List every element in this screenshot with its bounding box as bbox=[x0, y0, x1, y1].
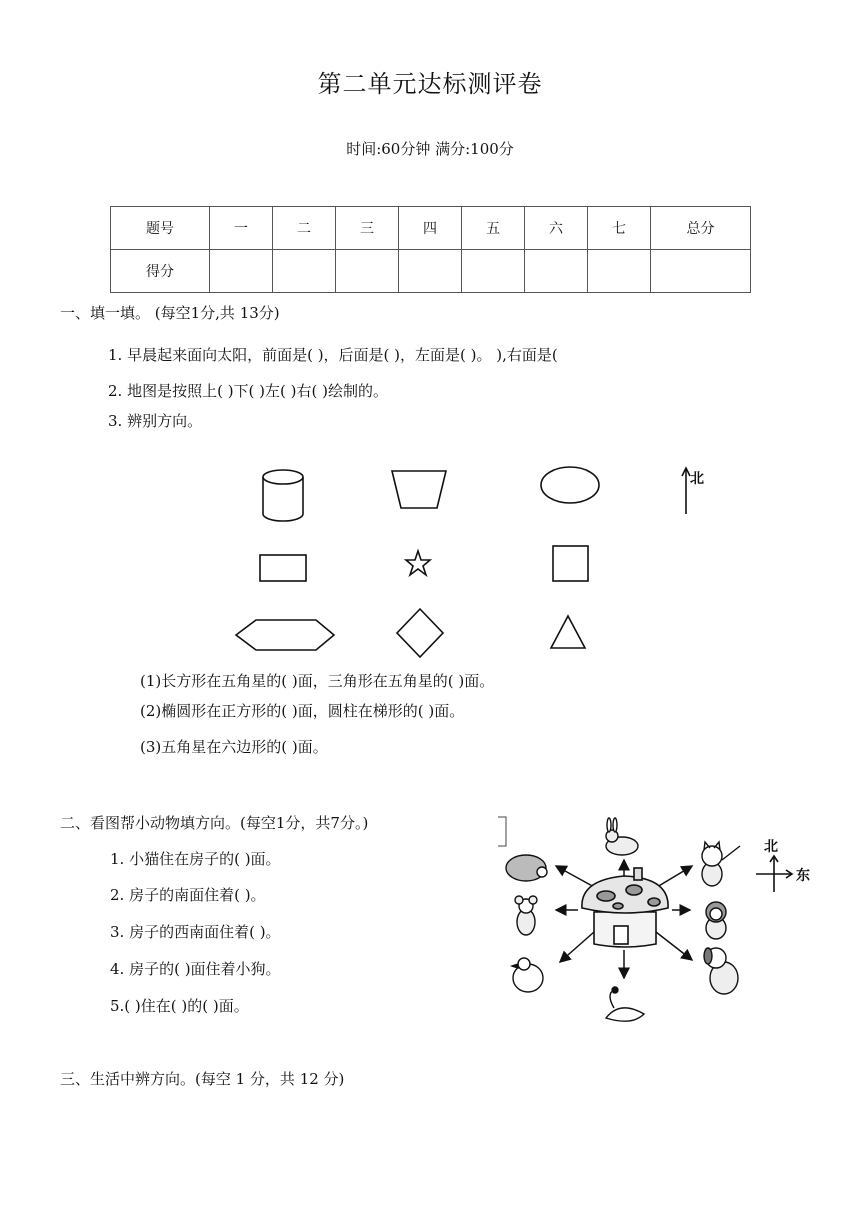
compass-north-label: 北 bbox=[764, 839, 778, 855]
section-2-heading: 二、看图帮小动物填方向。(每空1分，共7分。) bbox=[60, 814, 369, 832]
question-2-2: 2. 房子的南面住着( )。 bbox=[110, 886, 266, 904]
question-2-3: 3. 房子的西南面住着( )。 bbox=[110, 923, 281, 941]
question-1-3: 3. 辨别方向。 bbox=[108, 412, 203, 430]
table-cell: 五 bbox=[462, 207, 525, 250]
table-cell: 总分 bbox=[651, 207, 751, 250]
compass-east-label: 东 bbox=[796, 868, 810, 884]
question-1-3-3: (3)五角星在六边形的( )面。 bbox=[140, 738, 328, 756]
question-2-4: 4. 房子的( )面住着小狗。 bbox=[110, 960, 281, 978]
swan-icon bbox=[606, 987, 644, 1021]
mushroom-house-icon bbox=[582, 868, 668, 947]
compass-north-east bbox=[756, 856, 792, 892]
question-2-1: 1. 小猫住在房子的( )面。 bbox=[110, 850, 281, 868]
cat-icon bbox=[702, 842, 740, 886]
question-1-1: 1. 早晨起来面向太阳，前面是( )，后面是( )，左面是( )。 ),右面是( bbox=[108, 346, 558, 364]
table-cell: 四 bbox=[399, 207, 462, 250]
mouse-icon bbox=[515, 896, 537, 935]
table-cell: 得分 bbox=[111, 250, 210, 293]
exam-meta: 时间:60分钟 满分:100分 bbox=[346, 140, 514, 158]
question-1-2: 2. 地图是按照上( )下( )左( )右( )绘制的。 bbox=[108, 382, 388, 400]
dog-icon bbox=[704, 948, 738, 994]
question-1-3-2: (2)椭圆形在正方形的( )面，圆柱在梯形的( )面。 bbox=[140, 702, 465, 720]
rabbit-icon bbox=[606, 818, 638, 855]
chick-icon bbox=[512, 958, 543, 992]
page-title: 第二单元达标测评卷 bbox=[317, 70, 543, 98]
table-cell: 三 bbox=[336, 207, 399, 250]
compass-north-label: 北 bbox=[690, 471, 704, 487]
monkey-icon bbox=[706, 902, 726, 939]
table-cell: 一 bbox=[210, 207, 273, 250]
section-1-heading: 一、填一填。 (每空1分,共 13分) bbox=[60, 304, 280, 322]
table-cell: 七 bbox=[588, 207, 651, 250]
question-2-5: 5.( )住在( )的( )面。 bbox=[110, 997, 249, 1015]
table-cell: 题号 bbox=[111, 207, 210, 250]
table-cell: 二 bbox=[273, 207, 336, 250]
hedgehog-icon bbox=[506, 855, 547, 881]
table-cell: 六 bbox=[525, 207, 588, 250]
section-3-heading: 三、生活中辨方向。(每空 1 分，共 12 分) bbox=[60, 1070, 345, 1088]
question-1-3-1: (1)长方形在五角星的( )面，三角形在五角星的( )面。 bbox=[140, 672, 495, 690]
